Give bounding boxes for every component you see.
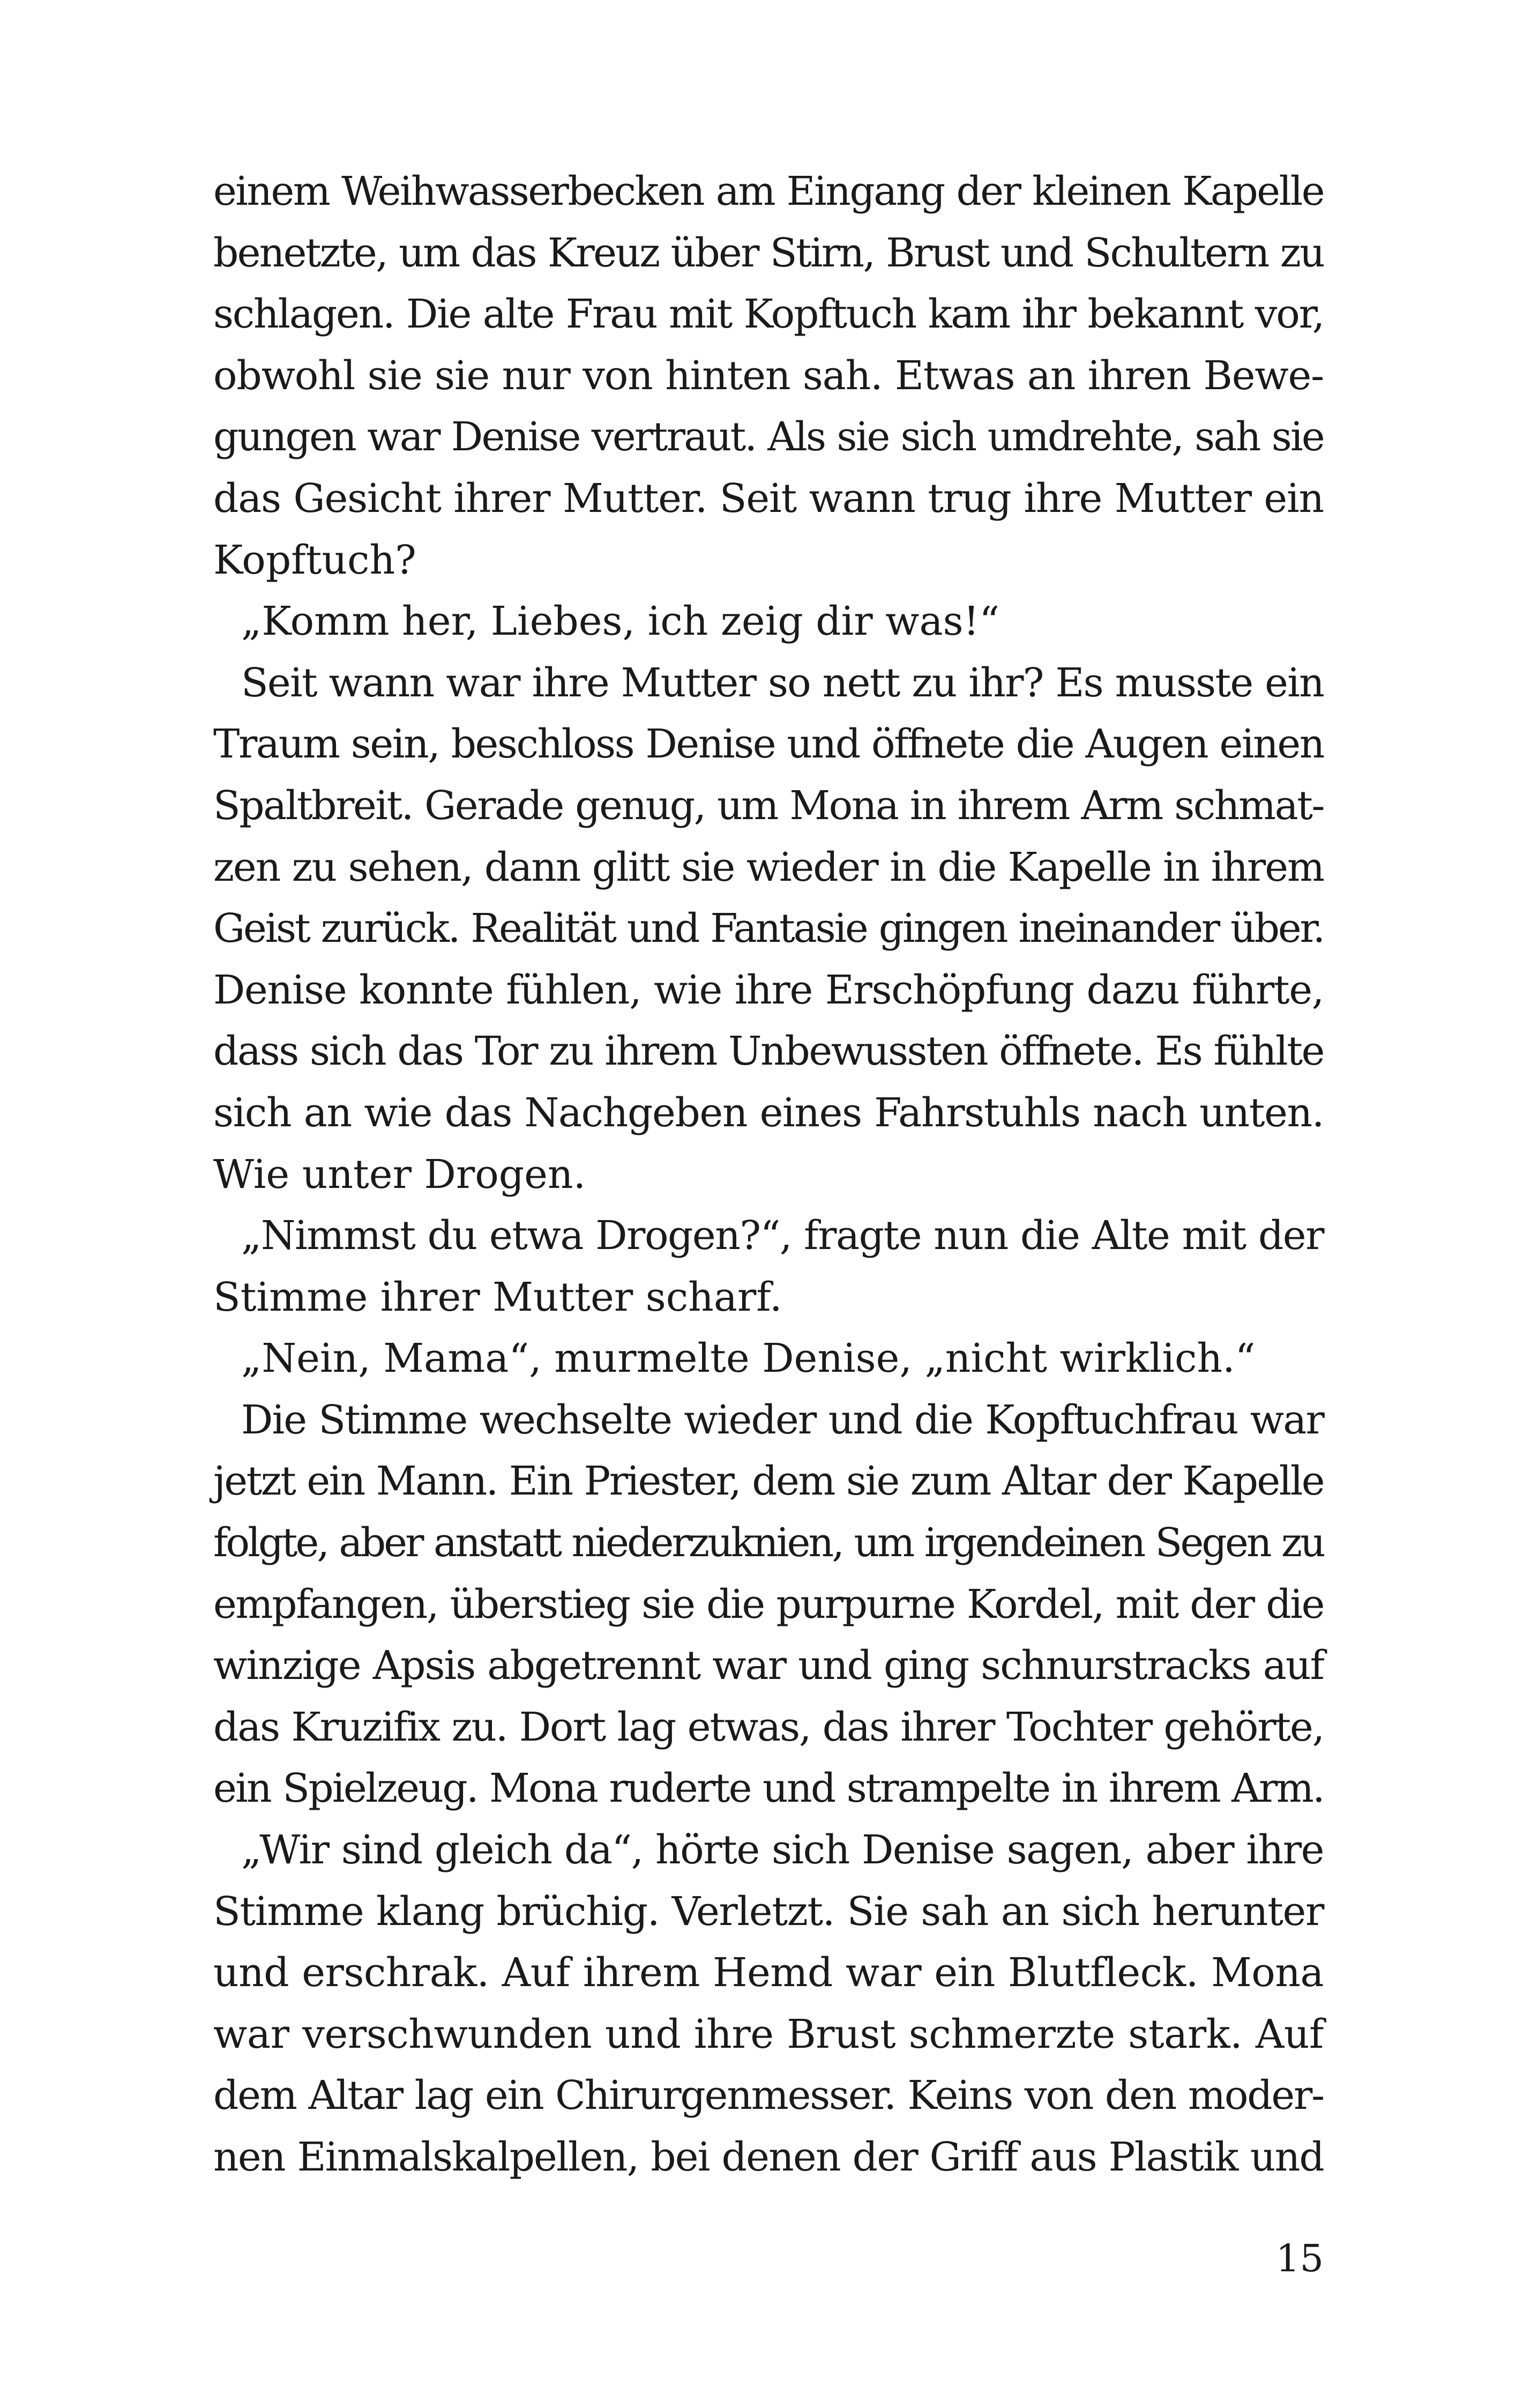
text-line: empfangen, überstieg sie die purpurne Kordel, mit der die (213, 1581, 1324, 1627)
text-line: Spaltbreit. Gerade genug, um Mona in ihrem Arm schmat- (213, 782, 1324, 829)
text-line: einem Weihwasserbecken am Eingang der kleinen Kapelle (213, 168, 1324, 214)
text-line: dass sich das Tor zu ihrem Unbewussten öffnete. Es fühlte (213, 1028, 1324, 1075)
text-line: Geist zurück. Realität und Fantasie gingen ineinander über. (213, 905, 1324, 952)
text-line: winzige Apsis abgetrennt war und ging schnurstracks auf (213, 1643, 1324, 1689)
text-line: Wie unter Drogen. (213, 1151, 586, 1198)
text-line: obwohl sie sie nur von hinten sah. Etwas an ihren Bewe- (213, 352, 1324, 399)
text-line: nen Einmalskalpellen, bei denen der Griff aus Plastik und (213, 2134, 1324, 2180)
text-line: folgte, aber anstatt niederzuknien, um irgendeinen Segen zu (213, 1520, 1324, 1566)
page-number: 15 (1275, 2236, 1324, 2280)
text-line: „Nein, Mama“, murmelte Denise, „nicht wirklich.“ (241, 1335, 1256, 1382)
text-line: „Wir sind gleich da“, hörte sich Denise sagen, aber ihre (241, 1827, 1324, 1874)
text-line: das Gesicht ihrer Mutter. Seit wann trug ihre Mutter ein (213, 475, 1324, 522)
text-line: und erschrak. Auf ihrem Hemd war ein Blutfleck. Mona (213, 1950, 1324, 1996)
text-line: zen zu sehen, dann glitt sie wieder in die Kapelle in ihrem (213, 844, 1324, 890)
text-line: gungen war Denise vertraut. Als sie sich umdrehte, sah sie (213, 414, 1324, 460)
text-line: Stimme ihrer Mutter scharf. (213, 1274, 782, 1320)
text-line: benetzte, um das Kreuz über Stirn, Brust und Schultern zu (213, 229, 1324, 276)
text-line: Stimme klang brüchig. Verletzt. Sie sah an sich herunter (213, 1888, 1324, 1935)
text-line: Die Stimme wechselte wieder und die Kopftuchfrau war (241, 1396, 1324, 1443)
text-line: Denise konnte fühlen, wie ihre Erschöpfung dazu führte, (213, 967, 1324, 1013)
text-line: schlagen. Die alte Frau mit Kopftuch kam ihr bekannt vor, (213, 291, 1324, 338)
body-text (213, 161, 1324, 2188)
text-line: sich an wie das Nachgeben eines Fahrstuhls nach unten. (213, 1089, 1324, 1136)
text-line: jetzt ein Mann. Ein Priester, dem sie zum Altar der Kapelle (213, 1458, 1324, 1505)
text-line: dem Altar lag ein Chirurgenmesser. Keins von den moder- (213, 2072, 1324, 2119)
text-line: „Komm her, Liebes, ich zeig dir was!“ (241, 598, 1000, 645)
text-line: Traum sein, beschloss Denise und öffnete die Augen einen (213, 721, 1324, 768)
text-line: das Kruzifix zu. Dort lag etwas, das ihrer Tochter gehörte, (213, 1704, 1324, 1750)
text-line: ein Spielzeug. Mona ruderte und strampelte in ihrem Arm. (213, 1765, 1324, 1812)
text-line: „Nimmst du etwa Drogen?“, fragte nun die Alte mit der (241, 1213, 1324, 1259)
text-line: Seit wann war ihre Mutter so nett zu ihr? Es musste ein (241, 659, 1324, 706)
text-line: Kopftuch? (213, 537, 416, 583)
text-line: war verschwunden und ihre Brust schmerzte stark. Auf (213, 2011, 1324, 2057)
